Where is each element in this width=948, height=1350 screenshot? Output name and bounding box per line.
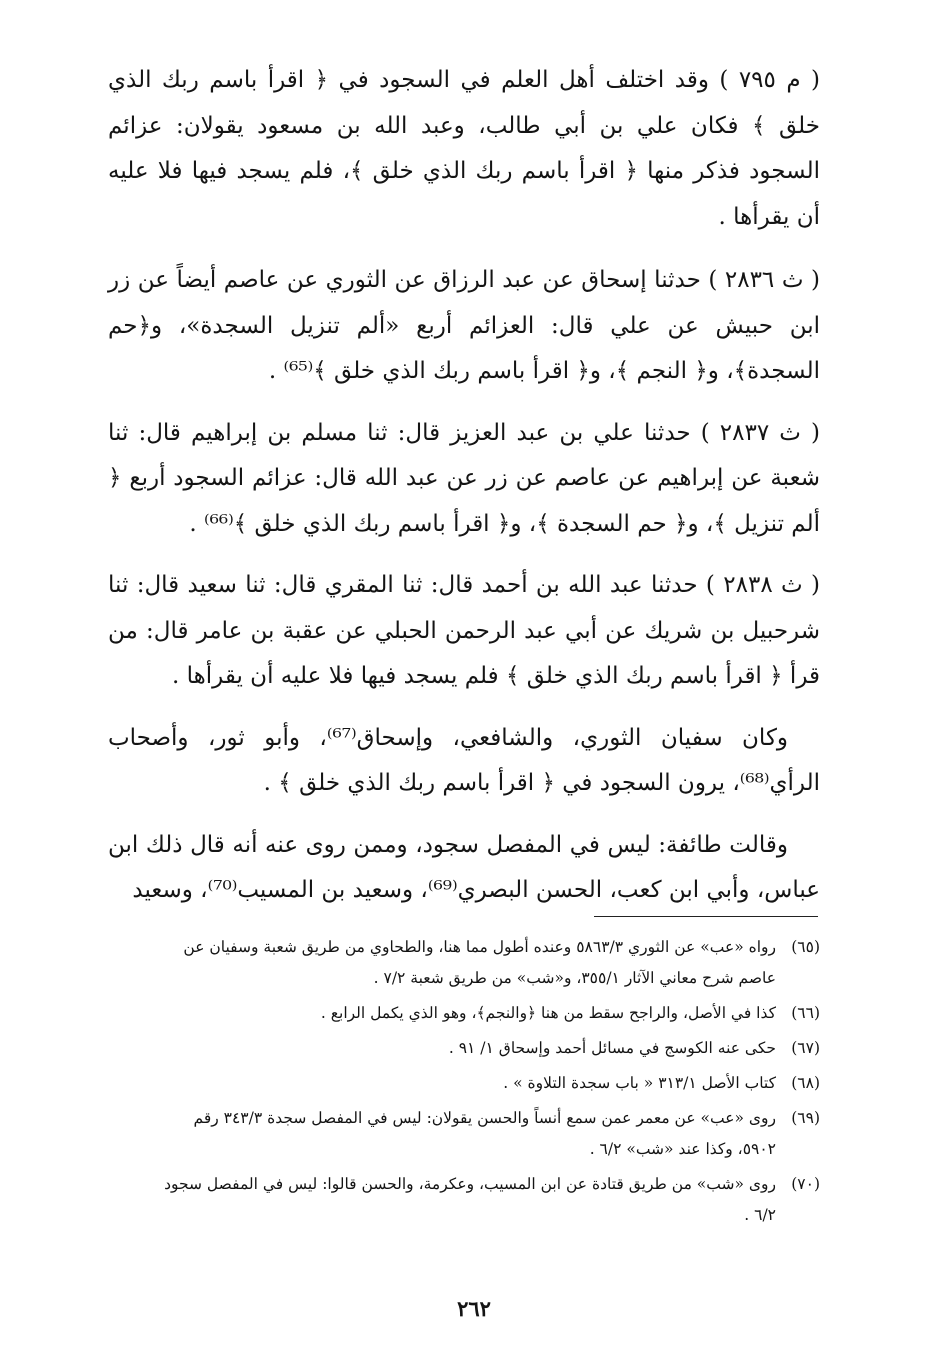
footnote-text: حكى عنه الكوسج في مسائل أحمد وإسحاق ١/ ٩١ . (448, 1039, 776, 1057)
footnote-continuation: ٦/٢ . (744, 1206, 776, 1224)
footnote-number: (٦٦) (791, 1004, 820, 1022)
footnote-number: (٦٥) (791, 938, 820, 956)
footnote-text: روى «عب» عن معمر عمن سمع أنساً والحسن يقولان: ليس في المفصل سجدة ٣٤٣/٣ رقم (193, 1109, 776, 1127)
footnote-divider (594, 916, 818, 917)
footnote-text: كتاب الأصل ٣١٣/١ « باب سجدة التلاوة » . (503, 1074, 776, 1092)
footnote-number: (٦٨) (791, 1074, 820, 1092)
footnote-68 (108, 1068, 820, 1099)
footnote-66 (108, 998, 820, 1029)
paragraph-th2838: ( ث ٢٨٣٨ ) حدثنا عبد الله بن أحمد قال: ثنا المقري قال: ثنا سعيد قال: ثنا شرحبيل بن شريك عن أبي عبد الرحمن الحبلي عن عقبة بن عامر قال: من قرأ ﴿ اقرأ باسم ربك الذي خلق ﴾ فلم يسجد فيها فلا عليه أن يقرأها . (108, 572, 821, 689)
footnote-text: كذا في الأصل، والراجح سقط من هنا ﴿والنجم﴾، وهو الذي يكمل الرابع . (320, 1004, 776, 1022)
footnote-continuation: عاصم شرح معاني الآثار ٣٥٥/١، و«شب» من طريق شعبة ٧/٢ . (373, 969, 776, 987)
footnote-number: (٧٠) (791, 1175, 820, 1193)
footnote-number: (٦٩) (791, 1109, 820, 1127)
footnote-65 (108, 932, 820, 994)
paragraph-th2837: ( ث ٢٨٣٧ ) حدثنا علي بن عبد العزيز قال: ثنا مسلم بن إبراهيم قال: ثنا شعبة عن إبراهيم عن عاصم عن زر عن عبد الله قال: عزائم السجود أربع ﴿ ألم تنزيل ﴾، و﴿ حم السجدة ﴾، و﴿ اقرأ باسم ربك الذي خلق ﴾⁽⁶⁶⁾ . (108, 419, 820, 537)
paragraph-other-group: وقالت طائفة: ليس في المفصل سجود، وممن روى عنه أنه قال ذلك ابن عباس، وأبي ابن كعب، الحسن البصري⁽⁶⁹⁾، وسعيد بن المسيب⁽⁷⁰⁾، وسعيد (108, 831, 820, 903)
footnote-70 (108, 1169, 820, 1231)
footnote-text: روى «شب» من طريق قتادة عن ابن المسيب، وعكرمة، والحسن قالوا: ليس في المفصل سجود (164, 1175, 776, 1193)
paragraph-m795: ( م ٧٩٥ ) وقد اختلف أهل العلم في السجود في ﴿ اقرأ باسم ربك الذي خلق ﴾ فكان علي بن أبي طالب، وعبد الله بن مسعود يقولان: عزائم السجود فذكر منها ﴿ اقرأ باسم ربك الذي خلق ﴾، فلم يسجد فيها فلا عليه أن يقرأها . (108, 67, 821, 230)
paragraph-th2836: ( ث ٢٨٣٦ ) حدثنا إسحاق عن عبد الرزاق عن الثوري عن عاصم أيضاً عن زر ابن حبيش عن علي قال: العزائم أربع «ألم تنزيل السجدة»، و﴿حم السجدة﴾، و﴿ النجم ﴾، و﴿ اقرأ باسم ربك الذي خلق ﴾⁽⁶⁵⁾ . (108, 267, 820, 384)
footnote-69 (108, 1103, 820, 1165)
footnote-67 (108, 1033, 820, 1064)
footnote-continuation: ٥٩٠٢، وكذا عند «شب» ٦/٢ . (589, 1140, 776, 1158)
footnote-number: (٦٧) (791, 1039, 820, 1057)
paragraph-scholars-opinion: وكان سفيان الثوري، والشافعي، وإسحاق⁽⁶⁷⁾، وأبو ثور، وأصحاب الرأي⁽⁶⁸⁾، يرون السجود في ﴿ اقرأ باسم ربك الذي خلق ﴾ . (108, 724, 820, 796)
footnote-text: رواه «عب» عن الثوري ٥٨٦٣/٣ وعنده أطول مما هنا، والطحاوي من طريق شعبة وسفيان عن (183, 938, 776, 956)
footnotes (108, 932, 820, 1235)
page-number: ٢٦٢ (457, 1296, 491, 1321)
main-text (108, 58, 820, 930)
